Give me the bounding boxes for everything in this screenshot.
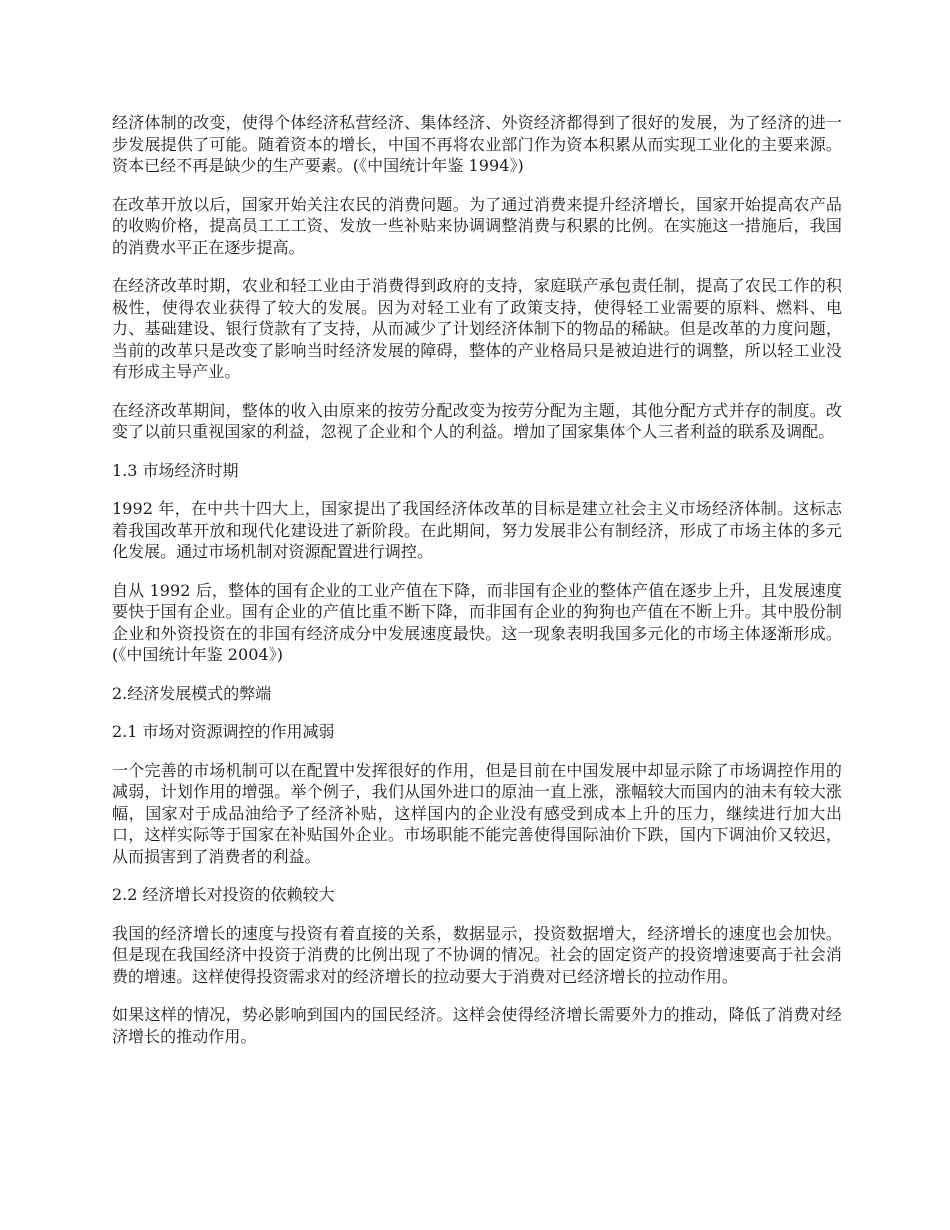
section-heading: 2.2 经济增长对投资的依赖较大 — [112, 885, 335, 904]
section-heading: 2.1 市场对资源调控的作用减弱 — [112, 722, 335, 741]
paragraph: 自从 1992 后，整体的国有企业的工业产值在下降，而非国有企业的整体产值在逐步上升，且发展速度要快于国有企业。国有企业的产值比重不断下降，而非国有企业的狗狗也产值在不断上升。其中股份制企业和外资投资在的非国有经济成分中发展速度最快。这一现象表明我国多元化的市场主体逐渐形成。(《中国统计年鉴 2004》) — [112, 580, 842, 664]
paragraph: 我国的经济增长的速度与投资有着直接的关系，数据显示，投资数据增大，经济增长的速度也会加快。但是现在我国经济中投资于消费的比例出现了不协调的情况。社会的固定资产的投资增速要高于社会消费的增速。这样使得投资需求对的经济增长的拉动要大于消费对已经济增长的拉动作用。 — [112, 923, 842, 986]
section-heading: 1.3 市场经济时期 — [112, 460, 239, 480]
paragraph: 经济体制的改变，使得个体经济私营经济、集体经济、外资经济都得到了很好的发展，为了经济的进一步发展提供了可能。随着资本的增长，中国不再将农业部门作为资本积累从而实现工业化的主要来源。资本已经不再是缺少的生产要素。(《中国统计年鉴 1994》) — [112, 113, 842, 175]
paragraph: 1992 年，在中共十四大上，国家提出了我国经济体改革的目标是建立社会主义市场经济体制。这标志着我国改革开放和现代化建设进了新阶段。在此期间，努力发展非公有制经济，形成了市场主体的多元化发展。通过市场机制对资源配置进行调控。 — [112, 499, 842, 561]
paragraph: 如果这样的情况，势必影响到国内的国民经济。这样会使得经济增长需要外力的推动，降低了消费对经济增长的推动作用。 — [112, 1005, 842, 1046]
section-heading: 2.经济发展模式的弊端 — [112, 683, 272, 703]
paragraph: 在经济改革时期，农业和轻工业由于消费得到政府的支持，家庭联产承包责任制，提高了农民工作的积极性，使得农业获得了较大的发展。因为对轻工业有了政策支持，使得轻工业需要的原料、燃料、电力、基础建设、银行贷款有了支持，从而减少了计划经济体制下的物品的稀缺。但是改革的力度问题，当前的改革只是改变了影响当时经济发展的障碍，整体的产业格局只是被迫进行的调整，所以轻工业没有形成主导产业。 — [112, 276, 842, 381]
paragraph: 在经济改革期间，整体的收入由原来的按劳分配改变为按劳分配为主题，其他分配方式并存的制度。改变了以前只重视国家的利益，忽视了企业和个人的利益。增加了国家集体个人三者利益的联系及调配。 — [112, 400, 842, 441]
paragraph: 在改革开放以后，国家开始关注农民的消费问题。为了通过消费来提升经济增长，国家开始提高农产品的收购价格，提高员工工工资、发放一些补贴来协调调整消费与积累的比例。在实施这一措施后，我国的消费水平正在逐步提高。 — [112, 194, 842, 257]
document-body — [112, 112, 842, 1064]
paragraph: 一个完善的市场机制可以在配置中发挥很好的作用，但是目前在中国发展中却显示除了市场调控作用的减弱，计划作用的增强。举个例子，我们从国外进口的原油一直上涨，涨幅较大而国内的油未有较大涨幅，国家对于成品油给予了经济补贴，这样国内的企业没有感受到成本上升的压力，继续进行加大出口，这样实际等于国家在补贴国外企业。市场职能不能完善使得国际油价下跌，国内下调油价又较迟，从而损害到了消费者的利益。 — [112, 760, 842, 866]
